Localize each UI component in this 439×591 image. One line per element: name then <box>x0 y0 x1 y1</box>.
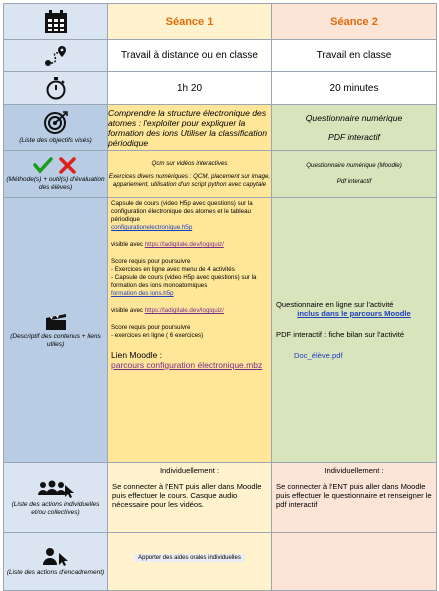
session2-actions-title: Individuellement : <box>324 466 384 475</box>
session2-pdf-text: PDF interactif : fiche bilan sur l'activité <box>276 330 405 339</box>
link-moodle-mbz[interactable]: parcours configuration électronique.mbz <box>111 360 263 370</box>
session1-supervision <box>108 533 272 591</box>
visible-prefix-2: visible avec <box>111 307 143 314</box>
calendar-icon <box>43 9 69 35</box>
stopwatch-icon <box>44 76 68 100</box>
content-capsule-intro: Capsule de cours (video H5p avec questions) sur la configuration électronique des atomes et le tableau périodique <box>111 200 253 223</box>
session2-objective-pdf: PDF interactif <box>328 132 380 142</box>
moodle-label: Lien Moodle : <box>111 350 163 360</box>
session2-content <box>272 198 437 463</box>
session1-mode: Travail à distance ou en classe <box>108 40 272 72</box>
route-cell <box>4 40 108 72</box>
session2-actions-text: Se connecter à l'ENT puis aller dans Moodle puis effectuer le questionnaire et renseigner le pdf interactif <box>276 482 432 509</box>
session1-actions-title: Individuellement : <box>159 466 220 475</box>
cross-icon <box>61 159 74 172</box>
session2-actions <box>272 463 437 533</box>
evaluation-label-cell <box>4 151 108 198</box>
score2-exercises: - exercices en ligne ( 6 exercices) <box>111 332 204 339</box>
doc-eleve-link[interactable]: Doc_élève.pdf <box>294 351 343 360</box>
content-row <box>4 198 437 463</box>
link-configuration-h5p[interactable]: configurationelectronique.h5p <box>111 224 193 231</box>
visible-prefix-1: visible avec <box>111 241 143 248</box>
score1-exercises: - Exercices en ligne avec menu de 4 activités <box>111 266 235 273</box>
evaluation-label: (Méthode(s) + outil(s) d'évaluation des élèves) <box>6 176 105 191</box>
session1-header: Séance 1 <box>108 4 272 40</box>
link-formation-ions-h5p[interactable]: formation des ions.h5p <box>111 290 174 297</box>
session1-actions <box>108 463 272 533</box>
session1-duration: 1h 20 <box>108 72 272 105</box>
score-required-2: Score requis pour poursuivre <box>111 324 191 331</box>
session2-evaluation <box>272 151 437 198</box>
link-logiquiz-2[interactable]: https://ladigitale.dev/logiquiz/ <box>144 307 224 314</box>
session1-evaluation <box>108 151 272 198</box>
calendar-cell <box>4 4 108 40</box>
session1-actions-text: Se connecter à l'ENT puis aller dans Moodle puis effectuer le cours. Casque audio nécessaire pour les vidéos. <box>112 482 262 509</box>
score-required-1: Score requis pour poursuivre <box>111 258 191 265</box>
actions-row <box>4 463 437 533</box>
visible-line-2 <box>111 307 268 315</box>
visible-line-1 <box>111 241 268 249</box>
objectives-label: (Liste des objectifs visés) <box>19 136 92 144</box>
actions-label: (Liste des actions individuelles et/ou collectives) <box>11 500 100 516</box>
group-pointer-icon <box>37 479 75 499</box>
check-icon <box>35 159 51 171</box>
session1-supervision-text: Apporter des aides orales individuelles <box>134 554 245 562</box>
session2-header: Séance 2 <box>272 4 437 40</box>
session1-eval-exercises: Exercices divers numériques : QCM, placement sur image, appariement, utilisation d'un script python avec capytale <box>108 172 271 188</box>
clapperboard-icon <box>44 311 68 331</box>
link-logiquiz-1[interactable]: https://ladigitale.dev/logiquiz/ <box>144 241 224 248</box>
objectives-row <box>4 105 437 151</box>
target-icon <box>43 111 69 135</box>
session2-objective-quiz: Questionnaire numérique <box>305 113 403 123</box>
check-cross-icons <box>33 156 79 174</box>
session2-mode: Travail en classe <box>272 40 437 72</box>
session2-eval-quiz: Questionnaire numérique (Moodle) <box>306 162 402 169</box>
session2-objectives <box>272 105 437 151</box>
session2-supervision <box>272 533 437 591</box>
score1-capsule: - Capsule de cours (video H5p avec questions) sur la formation des ions monoatomiques <box>111 274 257 289</box>
content-label: (Descriptif des contenus + liens utiles) <box>10 333 101 348</box>
objectives-label-cell <box>4 105 108 151</box>
header-row <box>4 4 437 40</box>
stopwatch-cell <box>4 72 108 105</box>
supervision-label: (Liste des actions d'encadrement) <box>6 568 105 576</box>
session2-quiz-text: Questionnaire en ligne sur l'activité <box>276 300 394 309</box>
mode-row <box>4 40 437 72</box>
supervision-label-cell <box>4 533 108 591</box>
link-moodle-parcours[interactable]: inclus dans le parcours Moodle <box>297 309 411 318</box>
time-row <box>4 72 437 105</box>
route-icon <box>43 44 69 68</box>
actions-label-cell <box>4 463 108 533</box>
supervision-row <box>4 533 437 591</box>
session1-content <box>108 198 272 463</box>
session1-eval-qcm: Qcm sur vidéos interactives <box>151 159 228 167</box>
content-label-cell <box>4 198 108 463</box>
session-table <box>3 3 437 591</box>
evaluation-row <box>4 151 437 198</box>
session1-objectives <box>108 105 272 151</box>
session2-eval-pdf: Pdf interactif <box>336 178 372 185</box>
person-pointer-icon <box>41 547 71 567</box>
session1-objectives-text: Comprendre la structure électronique des atomes : l'exploiter pour expliquer la formation des ions Utiliser la classification périodique <box>108 107 268 148</box>
session2-duration: 20 minutes <box>272 72 437 105</box>
